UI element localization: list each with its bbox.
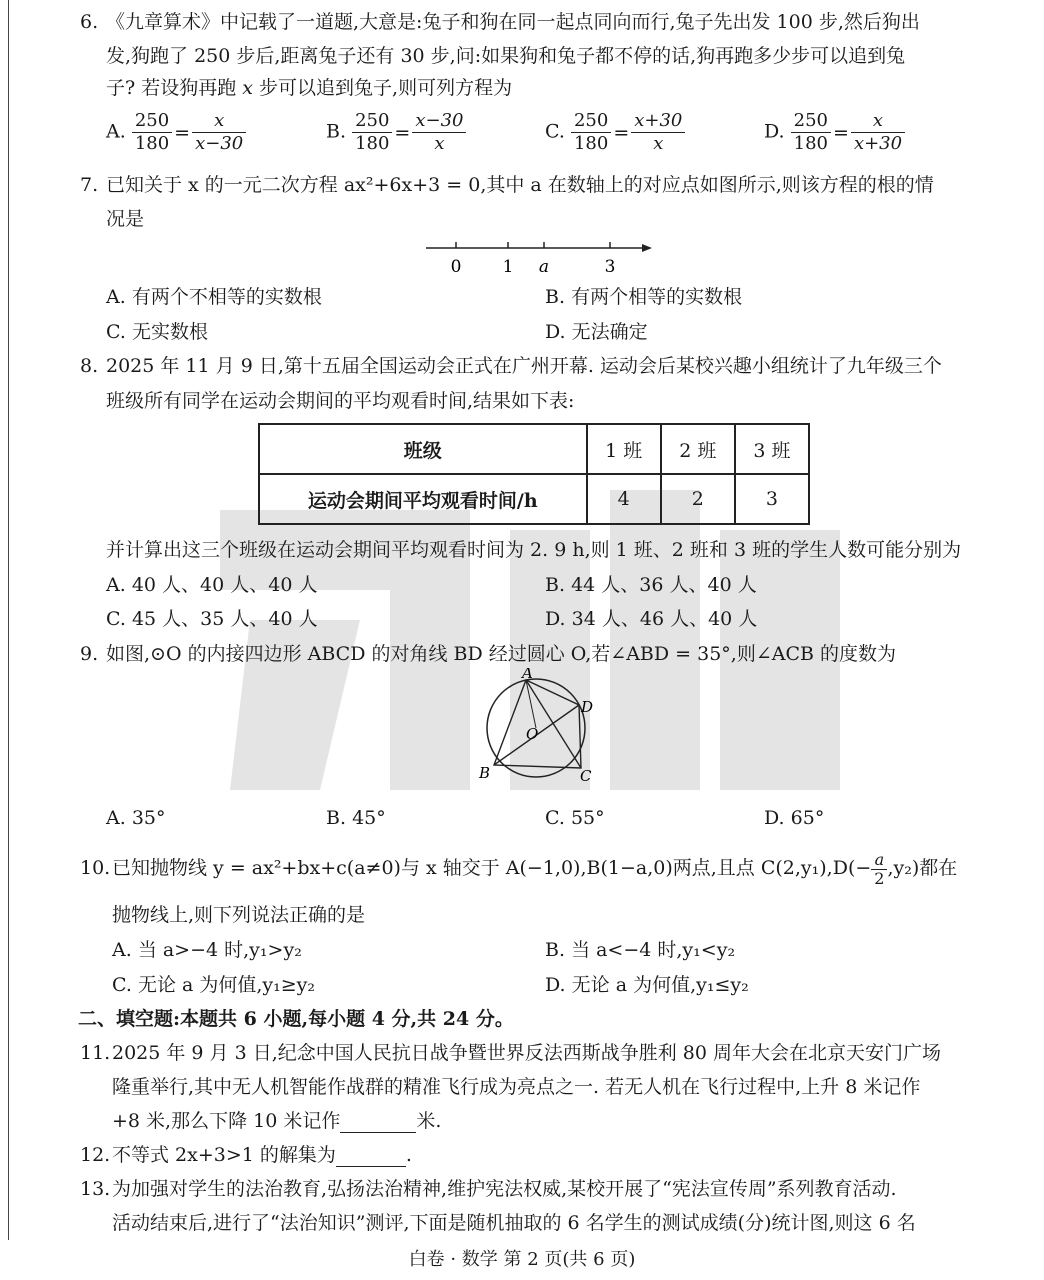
q9-option-d[interactable]: D. 65° [764, 807, 825, 829]
q13-line1: 为加强对学生的法治教育,弘扬法治精神,维护宪法权威,某校开展了“宪法宣传周”系列教育活动. [112, 1178, 897, 1200]
q6-number: 6. [80, 11, 99, 33]
circle-quadrilateral-figure [470, 668, 610, 788]
section-heading-fill-in: 二、填空题:本题共 6 小题,每小题 4 分,共 24 分。 [78, 1008, 514, 1030]
q9-option-c[interactable]: C. 55° [545, 807, 605, 829]
q6-line3: 子? 若设狗再跑 x 步可以追到兔子,则可列方程为 [106, 77, 513, 99]
q8-option-a[interactable]: A. 40 人、40 人、40 人 [106, 574, 318, 596]
quadrilateral-abcd [494, 680, 581, 768]
q10-option-c[interactable]: C. 无论 a 为何值,y₁≥y₂ [112, 974, 316, 996]
q6-line2: 发,狗跑了 250 步后,距离兔子还有 30 步,问:如果狗和兔子都不停的话,狗再跑多少步可以追到兔 [106, 45, 906, 67]
q6-option-b[interactable]: B. $\frac{250}{180}$ = $\frac{x-30}{x}$ [326, 110, 466, 155]
table-cell: 3 [735, 474, 809, 524]
answer-blank[interactable] [336, 1148, 406, 1167]
q6-option-a[interactable]: A. $\frac{250}{180}$ = $\frac{x}{x-30}$ [106, 110, 246, 155]
label-c: C [580, 767, 592, 785]
q7-option-b[interactable]: B. 有两个相等的实数根 [545, 286, 743, 308]
q7-option-d[interactable]: D. 无法确定 [545, 321, 648, 343]
table-header-cell: 1 班 [587, 424, 661, 474]
q10-option-a[interactable]: A. 当 a>−4 时,y₁>y₂ [112, 939, 302, 961]
q10-number: 10. [80, 857, 111, 879]
axis-label-3: 3 [604, 257, 616, 277]
q7-option-c[interactable]: C. 无实数根 [106, 321, 208, 343]
q9-line1: 如图,⊙O 的内接四边形 ABCD 的对角线 BD 经过圆心 O,若∠ABD = 35°,则∠ACB 的度数为 [106, 643, 897, 665]
table-cell: 2 [661, 474, 735, 524]
q11-line3: +8 米,那么下降 10 米记作 米. [112, 1110, 442, 1132]
q9-option-a[interactable]: A. 35° [106, 807, 166, 829]
answer-blank[interactable] [340, 1114, 416, 1133]
axis-arrow-icon [642, 244, 652, 252]
q9-number: 9. [80, 643, 99, 665]
q7-line2: 况是 [106, 208, 145, 230]
q8-line3: 并计算出这三个班级在运动会期间平均观看时间为 2. 9 h,则 1 班、2 班和 3 班的学生人数可能分别为 [106, 539, 962, 561]
q13-number: 13. [80, 1178, 111, 1200]
q8-number: 8. [80, 355, 99, 377]
q8-line2: 班级所有同学在运动会期间的平均观看时间,结果如下表: [106, 390, 575, 412]
q8-option-d[interactable]: D. 34 人、46 人、40 人 [545, 608, 758, 630]
axis-label-0: 0 [450, 257, 462, 277]
q12-line: 不等式 2x+3>1 的解集为 . [112, 1144, 412, 1166]
table-header-cell: 2 班 [661, 424, 735, 474]
table-header-cell: 班级 [259, 424, 587, 474]
q8-option-c[interactable]: C. 45 人、35 人、40 人 [106, 608, 318, 630]
q6-option-c[interactable]: C. $\frac{250}{180}$ = $\frac{x+30}{x}$ [545, 110, 685, 155]
q11-line1: 2025 年 9 月 3 日,纪念中国人民抗日战争暨世界反法西斯战争胜利 80 周年大会在北京天安门广场 [112, 1042, 942, 1064]
table-header-cell: 3 班 [735, 424, 809, 474]
q11-line2: 隆重举行,其中无人机智能作战群的精准飞行成为亮点之一. 若无人机在飞行过程中,上升 8 米记作 [112, 1076, 921, 1098]
table-row [259, 474, 809, 524]
label-a: A [522, 668, 533, 682]
q7-line1: 已知关于 x 的一元二次方程 ax²+6x+3 = 0,其中 a 在数轴上的对应点如图所示,则该方程的根的情 [106, 174, 934, 196]
label-o: O [526, 725, 539, 743]
q10-line1: 已知抛物线 y = ax²+bx+c(a≠0)与 x 轴交于 A(−1,0),B(1−a,0)两点,且点 C(2,y₁),D(− $\frac{a}{2}$ ,y₂)都在 [112, 849, 958, 888]
q12-number: 12. [80, 1144, 111, 1166]
axis-label-1: 1 [502, 257, 514, 277]
q10-option-d[interactable]: D. 无论 a 为何值,y₁≤y₂ [545, 974, 749, 996]
label-b: B [479, 764, 491, 782]
viewing-time-table [258, 423, 810, 525]
q10-option-b[interactable]: B. 当 a<−4 时,y₁<y₂ [545, 939, 736, 961]
q7-number: 7. [80, 174, 99, 196]
q13-line2: 活动结束后,进行了“法治知识”测评,下面是随机抽取的 6 名学生的测试成绩(分)统计图,则这 6 名 [112, 1212, 916, 1234]
number-line-figure [420, 236, 660, 280]
q6-option-d[interactable]: D. $\frac{250}{180}$ = $\frac{x}{x+30}$ [764, 110, 905, 155]
q10-line2: 抛物线上,则下列说法正确的是 [112, 904, 366, 926]
page-footer: 白卷 · 数学 第 2 页(共 6 页) [408, 1249, 636, 1270]
q8-line1: 2025 年 11 月 9 日,第十五届全国运动会正式在广州开幕. 运动会后某校兴趣小组统计了九年级三个 [106, 355, 942, 377]
q11-number: 11. [80, 1042, 111, 1064]
axis-label-a: a [538, 257, 550, 277]
q7-option-a[interactable]: A. 有两个不相等的实数根 [106, 286, 322, 308]
q8-option-b[interactable]: B. 44 人、36 人、40 人 [545, 574, 757, 596]
table-cell: 运动会期间平均观看时间/h [259, 474, 587, 524]
label-d: D [581, 698, 594, 716]
q9-option-b[interactable]: B. 45° [326, 807, 386, 829]
table-cell: 4 [587, 474, 661, 524]
q6-line1: 《九章算术》中记载了一道题,大意是:兔子和狗在同一起点同向而行,兔子先出发 100 步,然后狗出 [106, 11, 920, 33]
table-header-row [259, 424, 809, 474]
left-margin-rule [8, 0, 9, 1240]
